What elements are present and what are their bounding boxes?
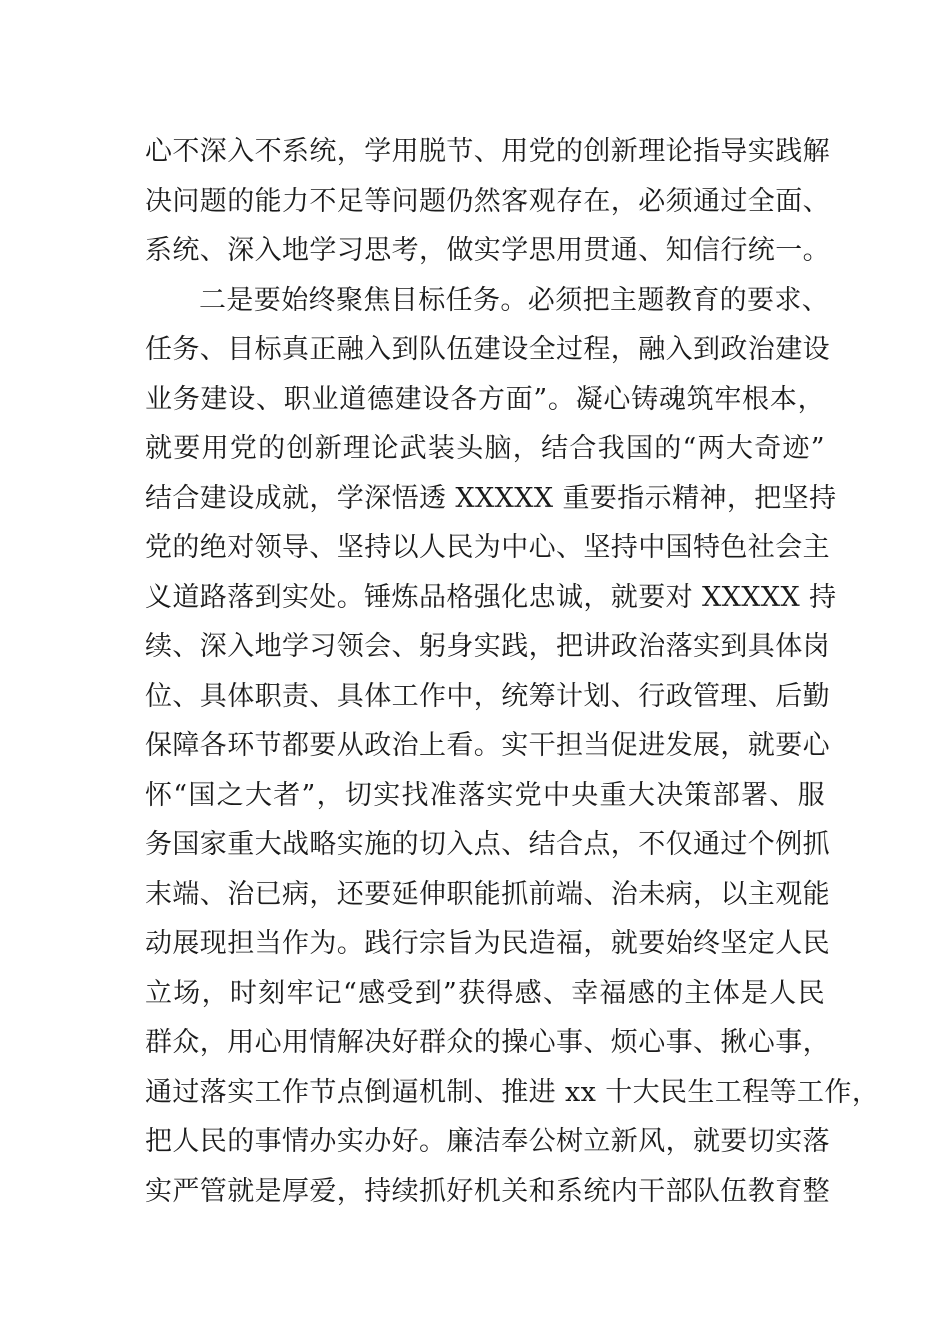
text-line: 任务、目标真正融入到队伍建设全过程，融入到政治建设 <box>145 334 830 365</box>
text-line: 系统、深入地学习思考，做实学思用贯通、知信行统一。 <box>145 235 830 266</box>
text-line: 结合建设成就，学深悟透 XXXXX 重要指示精神，把坚持 <box>145 482 837 514</box>
body-text <box>145 127 880 1216</box>
text-line: 就要用党的创新理论武装头脑，结合我国的“两大奇迹” <box>145 433 825 464</box>
paragraph-start-line: 二是要始终聚焦目标任务。必须把主题教育的要求、 <box>199 284 830 316</box>
text-line: 怀“国之大者”，切实找准落实党中央重大决策部署、服 <box>145 779 825 811</box>
text-line: 实严管就是厚爱，持续抓好机关和系统内干部队伍教育整 <box>145 1175 830 1207</box>
text-line: 末端、治已病，还要延伸职能抓前端、治未病，以主观能 <box>145 878 830 910</box>
text-line: 义道路落到实处。锤炼品格强化忠诚，就要对 XXXXX 持 <box>145 581 837 613</box>
text-line: 决问题的能力不足等问题仍然客观存在，必须通过全面、 <box>145 185 830 217</box>
text-line: 保障各环节都要从政治上看。实干担当促进发展，就要心 <box>145 730 830 761</box>
text-line: 立场，时刻牢记“感受到”获得感、幸福感的主体是人民 <box>145 977 825 1009</box>
text-line: 位、具体职责、具体工作中，统筹计划、行政管理、后勤 <box>145 680 830 712</box>
text-line: 续、深入地学习领会、躬身实践，把讲政治落实到具体岗 <box>145 631 830 662</box>
text-line: 通过落实工作节点倒逼机制、推进 xx 十大民生工程等工作， <box>145 1076 880 1108</box>
text-line: 群众，用心用情解决好群众的操心事、烦心事、揪心事， <box>145 1027 830 1058</box>
text-line: 党的绝对领导、坚持以人民为中心、坚持中国特色社会主 <box>145 532 830 563</box>
text-line: 动展现担当作为。践行宗旨为民造福，就要始终坚定人民 <box>145 928 830 959</box>
text-line: 业务建设、职业道德建设各方面”。凝心铸魂筑牢根本， <box>145 383 825 415</box>
text-line: 心不深入不系统，学用脱节、用党的创新理论指导实践解 <box>145 136 830 167</box>
text-line: 务国家重大战略实施的切入点、结合点，不仅通过个例抓 <box>145 829 830 860</box>
text-line: 把人民的事情办实办好。廉洁奉公树立新风，就要切实落 <box>145 1126 830 1157</box>
